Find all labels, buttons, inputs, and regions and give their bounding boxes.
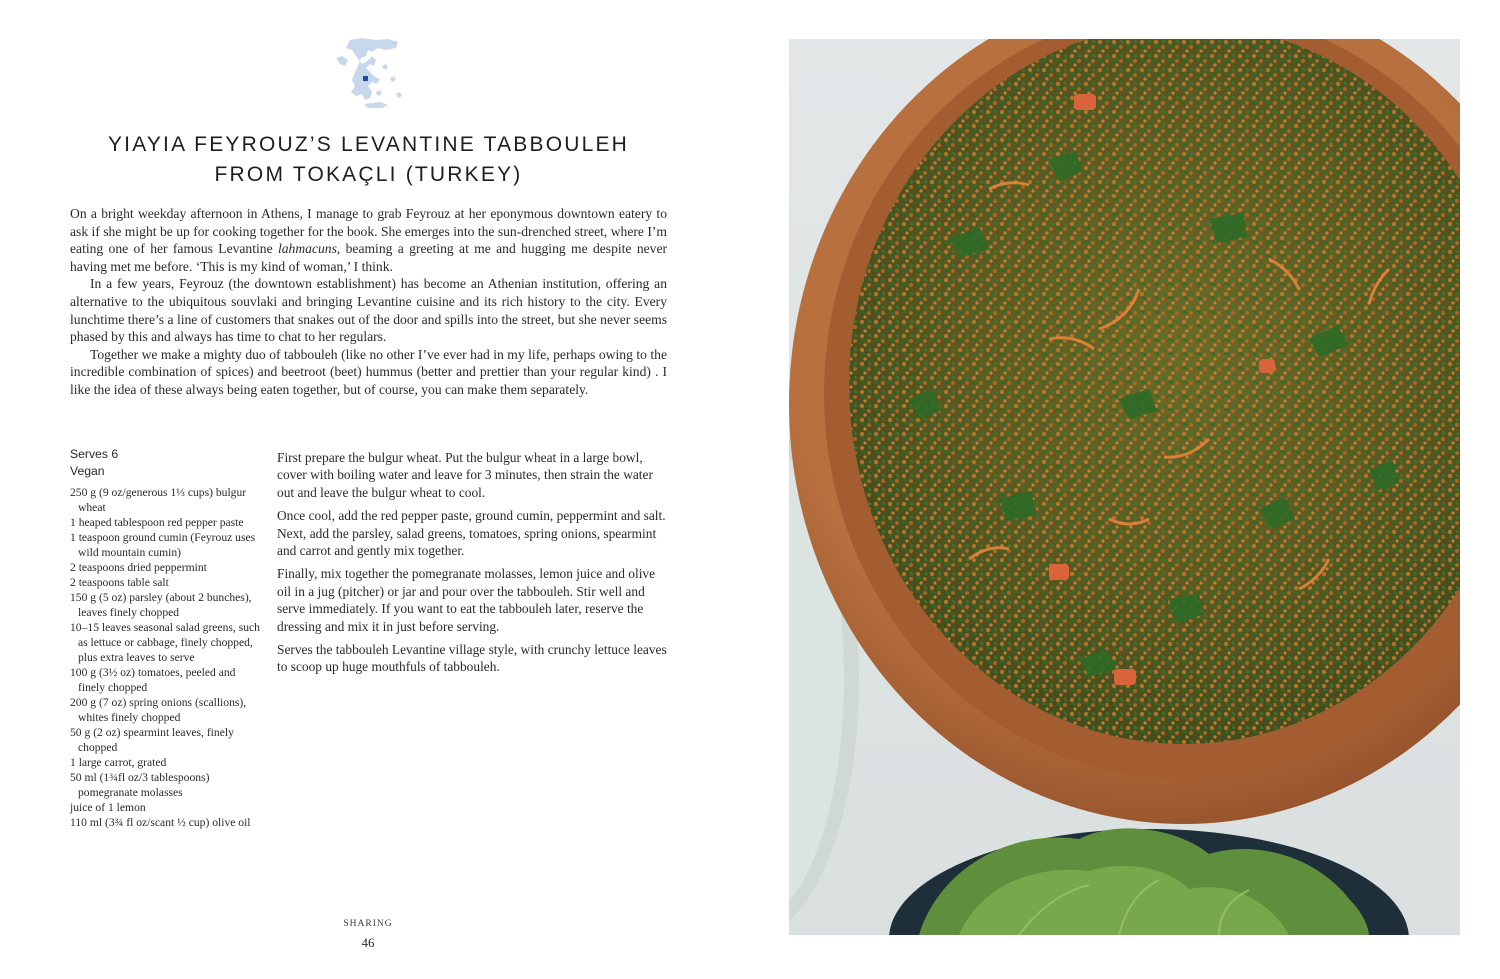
map-marker xyxy=(363,76,368,81)
ingredient-item: 100 g (3½ oz) tomatoes, peeled and finely chopped xyxy=(70,666,236,694)
title-line-1: YIAYIA FEYROUZ’S LEVANTINE TABBOULEH xyxy=(107,133,630,156)
ingredient-item: 1 heaped tablespoon red pepper paste xyxy=(70,516,244,529)
tabbouleh-photo xyxy=(789,39,1460,935)
section-name: SHARING xyxy=(343,919,393,929)
ingredient-item: 1 teaspoon ground cumin (Feyrouz uses wild mountain cumin) xyxy=(70,531,256,559)
method-step: Serves the tabbouleh Levantine village style, with crunchy lettuce leaves to scoop up huge mouthfuls of tabbouleh. xyxy=(277,642,667,675)
recipe-meta xyxy=(70,446,260,480)
ingredient-item: 250 g (9 oz/generous 1⅓ cups) bulgur wheat xyxy=(70,486,247,514)
lahmacuns-term: lahmacuns xyxy=(277,241,337,257)
intro-paragraph-3: Together we make a mighty duo of tabbouleh (like no other I’ve ever had in my life, perhaps owing to the incredible combination of spices) and beetroot (beet) hummus (better and prettier than your regular kind) . I like the idea of these always being eaten together, but of course, you can make them separately. xyxy=(70,346,667,397)
ingredient-item: 110 ml (3¾ fl oz/scant ½ cup) olive oil xyxy=(70,816,251,829)
page-number: 46 xyxy=(361,935,375,950)
ingredient-item: 1 large carrot, grated xyxy=(70,756,167,769)
method-step: Finally, mix together the pomegranate molasses, lemon juice and olive oil in a jug (pitcher) or jar and pour over the tabbouleh. Stir well and serve immediately. If you want to eat the tabbouleh later, reserve the dressing and mix it in just before serving. xyxy=(277,566,656,634)
ingredient-list xyxy=(70,485,260,830)
intro-paragraph-2: In a few years, Feyrouz (the downtown establishment) has become an Athenian institution, offering an alternative to the ubiquitous souvlaki and bringing Levantine cuisine and its rich history to the city. Every lunchtime there’s a line of customers that snakes out of the door and spills into the street, but she never seems phased by this and always has time to chat to her regulars. xyxy=(70,276,667,345)
greece-map-icon xyxy=(328,36,410,112)
ingredient-item: 10–15 leaves seasonal salad greens, such as lettuce or cabbage, finely chopped, plus extra leaves to serve xyxy=(70,621,260,664)
intro-paragraph-1: On a bright weekday afternoon in Athens, I manage to grab Feyrouz at her eponymous downtown eatery to ask if she might be up for cooking together for the book. She emerges into the sun-drenched street, where I’m eating one of her famous Levantine lahmacuns, beaming a greeting at me and hugging me despite never having met me before. ‘This is my kind of woman,’ I think. xyxy=(70,206,668,274)
intro-text xyxy=(70,205,667,399)
ingredient-item: 2 teaspoons table salt xyxy=(70,576,169,589)
ingredient-item: 150 g (5 oz) parsley (about 2 bunches), leaves finely chopped xyxy=(70,591,252,619)
ingredient-item: juice of 1 lemon xyxy=(70,801,146,814)
method-text xyxy=(277,449,667,682)
ingredient-item: 200 g (7 oz) spring onions (scallions), whites finely chopped xyxy=(70,696,247,724)
serves-label: Serves 6 xyxy=(70,447,119,461)
method-step: Once cool, add the red pepper paste, ground cumin, peppermint and salt. Next, add the parsley, salad greens, tomatoes, spring onions, spearmint and carrot and gently mix together. xyxy=(277,508,666,559)
title-line-2: FROM TOKAÇLI (TURKEY) xyxy=(214,163,523,186)
tabbouleh-illustration xyxy=(789,39,1460,935)
diet-label: Vegan xyxy=(70,464,105,478)
ingredient-item: 2 teaspoons dried peppermint xyxy=(70,561,207,574)
ingredient-item: 50 g (2 oz) spearmint leaves, finely chopped xyxy=(70,726,234,754)
method-step: First prepare the bulgur wheat. Put the bulgur wheat in a large bowl, cover with boiling water and leave for 3 minutes, then strain the water out and leave the bulgur wheat to cool. xyxy=(277,450,653,500)
recipe-title xyxy=(70,130,667,190)
ingredient-item: 50 ml (1¾fl oz/3 tablespoons) pomegranate molasses xyxy=(70,771,210,799)
